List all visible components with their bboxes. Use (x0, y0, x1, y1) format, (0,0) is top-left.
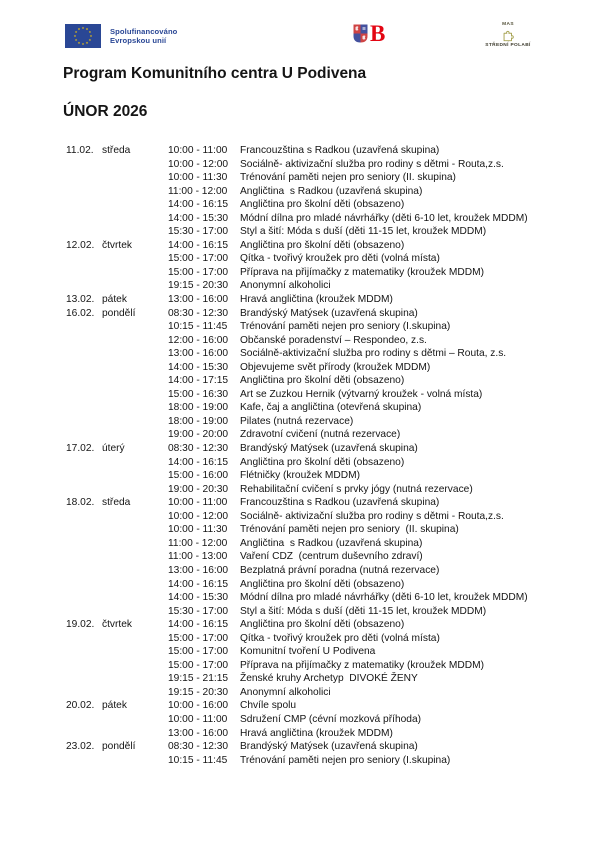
schedule-row (66, 185, 582, 199)
schedule-row (66, 307, 582, 321)
time-cell: 12:00 - 16:00 (168, 334, 229, 346)
time-cell: 13:00 - 16:00 (168, 348, 229, 360)
time-cell: 19:15 - 20:30 (168, 280, 229, 292)
date-value: 19.02. (66, 619, 95, 631)
time-cell: 15:30 - 17:00 (168, 226, 229, 238)
time-cell: 15:00 - 17:00 (168, 646, 229, 658)
schedule-row (66, 415, 582, 429)
schedule-row (66, 523, 582, 537)
mas-logo (486, 22, 530, 49)
day-name: pondělí (102, 741, 136, 753)
time-cell: 19:15 - 21:15 (168, 673, 229, 685)
schedule-row (66, 686, 582, 700)
schedule-row (66, 212, 582, 226)
mas-logo-bottom-label: STŘEDNÍ POLABÍ (485, 43, 531, 48)
time-cell: 14:00 - 16:15 (168, 199, 229, 211)
schedule-row (66, 483, 582, 497)
activity-cell: Kafe, čaj a angličtina (otevřená skupina) (240, 402, 422, 414)
activity-cell: Trénování paměti nejen pro seniory (I.skupina) (240, 321, 451, 333)
schedule-row (66, 550, 582, 564)
activity-cell: Angličtina pro školní děti (obsazeno) (240, 619, 405, 631)
day-name: úterý (102, 443, 125, 455)
schedule-table (66, 144, 582, 767)
activity-cell: Vaření CDZ (centrum duševního zdraví) (240, 551, 423, 563)
activity-cell: Styl a šití: Móda s duší (děti 11-15 let, kroužek MDDM) (240, 226, 487, 238)
time-cell: 08:30 - 12:30 (168, 741, 229, 753)
schedule-row (66, 618, 582, 632)
time-cell: 14:00 - 15:30 (168, 361, 229, 373)
schedule-row (66, 266, 582, 280)
time-cell: 10:15 - 11:45 (168, 754, 228, 766)
schedule-row (66, 158, 582, 172)
activity-cell: Angličtina s Radkou (uzavřená skupina) (240, 185, 423, 197)
time-cell: 14:00 - 16:15 (168, 619, 229, 631)
time-cell: 11:00 - 13:00 (168, 551, 228, 563)
day-name: středa (102, 497, 131, 509)
activity-cell: Ženské kruhy Archetyp DIVOKÉ ŽENY (240, 673, 418, 685)
date-value: 17.02. (66, 443, 95, 455)
activity-cell: Angličtina s Radkou (uzavřená skupina) (240, 537, 423, 549)
activity-cell: Anonymní alkoholici (240, 686, 331, 698)
time-cell: 10:00 - 11:00 (168, 497, 228, 509)
day-name: pátek (102, 294, 127, 306)
activity-cell: Trénování paměti nejen pro seniory (I.skupina) (240, 754, 451, 766)
day-name: čtvrtek (102, 239, 133, 251)
schedule-row (66, 632, 582, 646)
time-cell: 19:15 - 20:30 (168, 686, 229, 698)
schedule-row (66, 754, 582, 768)
schedule-row (66, 591, 582, 605)
activity-cell: Příprava na přijímačky z matematiky (kroužek MDDM) (240, 266, 484, 278)
schedule-row (66, 279, 582, 293)
time-cell: 10:00 - 11:00 (168, 713, 228, 725)
time-cell: 13:00 - 16:00 (168, 564, 229, 576)
schedule-row (66, 198, 582, 212)
schedule-row (66, 564, 582, 578)
logo-bar (0, 22, 600, 62)
eu-cofunded-line2: Evropskou unií (110, 36, 167, 46)
activity-cell: Qítka - tvořivý kroužek pro děti (volná místa) (240, 632, 440, 644)
activity-cell: Francouzština s Radkou (uzavřená skupina) (240, 145, 440, 156)
activity-cell: Brandýský Matýsek (uzavřená skupina) (240, 741, 418, 753)
time-cell: 13:00 - 16:00 (168, 294, 229, 306)
city-logo (353, 21, 386, 46)
time-cell: 15:00 - 16:00 (168, 470, 229, 482)
date-cell (66, 293, 168, 307)
schedule-row (66, 334, 582, 348)
time-cell: 10:00 - 11:00 (168, 145, 228, 156)
schedule-row (66, 442, 582, 456)
time-cell: 10:00 - 11:30 (168, 524, 228, 536)
schedule-row (66, 456, 582, 470)
mas-logo-top-label: MAS (502, 22, 514, 27)
schedule-row (66, 496, 582, 510)
activity-cell: Komunitní tvoření U Podivena (240, 646, 376, 658)
schedule-row (66, 388, 582, 402)
schedule-row (66, 510, 582, 524)
time-cell: 10:15 - 11:45 (168, 321, 228, 333)
activity-cell: Flétničky (kroužek MDDM) (240, 470, 360, 482)
date-cell (66, 618, 168, 632)
time-cell: 14:00 - 17:15 (168, 375, 229, 387)
time-cell: 10:00 - 11:30 (168, 172, 228, 184)
date-value: 20.02. (66, 700, 95, 712)
schedule-row (66, 320, 582, 334)
time-cell: 14:00 - 16:15 (168, 578, 229, 590)
activity-cell: Styl a šití: Móda s duší (děti 11-15 let, kroužek MDDM) (240, 605, 487, 617)
date-value: 16.02. (66, 307, 95, 319)
activity-cell: Anonymní alkoholici (240, 280, 331, 292)
time-cell: 19:00 - 20:30 (168, 483, 229, 495)
activity-cell: Rehabilitační cvičení s prvky jógy (nutná rezervace) (240, 483, 473, 495)
activity-cell: Sdružení CMP (cévní mozková příhoda) (240, 713, 422, 725)
activity-cell: Sociálně-aktivizační služba pro rodiny s dětmi – Routa, z.s. (240, 348, 507, 360)
date-cell (66, 740, 168, 754)
schedule-row (66, 252, 582, 266)
date-value: 13.02. (66, 294, 95, 306)
time-cell: 14:00 - 16:15 (168, 456, 229, 468)
time-cell: 15:00 - 16:30 (168, 388, 229, 400)
time-cell: 18:00 - 19:00 (168, 415, 229, 427)
time-cell: 14:00 - 15:30 (168, 212, 229, 224)
date-cell (66, 699, 168, 713)
activity-cell: Brandýský Matýsek (uzavřená skupina) (240, 307, 418, 319)
schedule-row (66, 401, 582, 415)
time-cell: 08:30 - 12:30 (168, 307, 229, 319)
day-name: pondělí (102, 307, 136, 319)
activity-cell: Zdravotní cvičení (nutná rezervace) (240, 429, 401, 441)
day-name: čtvrtek (102, 619, 133, 631)
date-value: 11.02. (66, 145, 94, 156)
activity-cell: Trénování paměti nejen pro seniory (II. skupina) (240, 524, 459, 536)
activity-cell: Angličtina pro školní děti (obsazeno) (240, 239, 405, 251)
activity-cell: Brandýský Matýsek (uzavřená skupina) (240, 443, 418, 455)
schedule-row (66, 672, 582, 686)
activity-cell: Angličtina pro školní děti (obsazeno) (240, 199, 405, 211)
schedule-row (66, 537, 582, 551)
schedule-row (66, 171, 582, 185)
schedule-row (66, 727, 582, 741)
schedule-row (66, 699, 582, 713)
city-logo-letter: B (370, 21, 386, 46)
activity-cell: Občanské poradenství – Respondeo, z.s. (240, 334, 427, 346)
activity-cell: Příprava na přijímačky z matematiky (kroužek MDDM) (240, 659, 484, 671)
eu-cofunded-line1: Spolufinancováno (110, 27, 178, 36)
activity-cell: Hravá angličtina (kroužek MDDM) (240, 727, 393, 739)
date-cell (66, 239, 168, 253)
page-subtitle: ÚNOR 2026 (63, 103, 148, 120)
time-cell: 19:00 - 20:00 (168, 429, 229, 441)
schedule-row (66, 469, 582, 483)
schedule-row (66, 713, 582, 727)
schedule-row (66, 293, 582, 307)
date-cell (66, 442, 168, 456)
time-cell: 15:00 - 17:00 (168, 659, 229, 671)
schedule-row (66, 578, 582, 592)
activity-cell: Art se Zuzkou Hernik (výtvarný kroužek - volná místa) (240, 388, 483, 400)
time-cell: 10:00 - 12:00 (168, 510, 229, 522)
date-cell (66, 307, 168, 321)
date-cell (66, 144, 168, 158)
eu-cofunded-label (110, 24, 177, 45)
city-coat-of-arms-icon (353, 24, 368, 43)
day-name: středa (102, 145, 131, 156)
activity-cell: Módní dílna pro mladé návrhářky (děti 6-10 let, kroužek MDDM) (240, 592, 528, 604)
schedule-row (66, 239, 582, 253)
schedule-row (66, 144, 582, 158)
eu-flag-icon (65, 24, 101, 48)
date-value: 12.02. (66, 239, 95, 251)
puzzle-piece-icon (501, 28, 515, 42)
schedule-row (66, 605, 582, 619)
page-title: Program Komunitního centra U Podivena (63, 65, 367, 82)
time-cell: 11:00 - 12:00 (168, 537, 228, 549)
time-cell: 18:00 - 19:00 (168, 402, 229, 414)
activity-cell: Pilates (nutná rezervace) (240, 415, 354, 427)
activity-cell: Sociálně- aktivizační služba pro rodiny s dětmi - Routa,z.s. (240, 510, 504, 522)
activity-cell: Módní dílna pro mladé návrhářky (děti 6-10 let, kroužek MDDM) (240, 212, 528, 224)
time-cell: 08:30 - 12:30 (168, 443, 229, 455)
time-cell: 15:00 - 17:00 (168, 632, 229, 644)
schedule-row (66, 374, 582, 388)
activity-cell: Hravá angličtina (kroužek MDDM) (240, 294, 393, 306)
schedule-row (66, 659, 582, 673)
activity-cell: Angličtina pro školní děti (obsazeno) (240, 578, 405, 590)
time-cell: 15:30 - 17:00 (168, 605, 229, 617)
schedule-row (66, 347, 582, 361)
time-cell: 10:00 - 16:00 (168, 700, 229, 712)
activity-cell: Objevujeme svět přírody (kroužek MDDM) (240, 361, 431, 373)
schedule-row (66, 361, 582, 375)
eu-cofunded-logo (65, 24, 177, 48)
activity-cell: Angličtina pro školní děti (obsazeno) (240, 456, 405, 468)
activity-cell: Qítka - tvořivý kroužek pro děti (volná místa) (240, 253, 440, 265)
date-value: 23.02. (66, 741, 95, 753)
time-cell: 14:00 - 15:30 (168, 592, 229, 604)
activity-cell: Francouzština s Radkou (uzavřená skupina) (240, 497, 440, 509)
time-cell: 10:00 - 12:00 (168, 158, 229, 170)
date-value: 18.02. (66, 497, 95, 509)
activity-cell: Angličtina pro školní děti (obsazeno) (240, 375, 405, 387)
time-cell: 13:00 - 16:00 (168, 727, 229, 739)
schedule-row (66, 225, 582, 239)
schedule-row (66, 428, 582, 442)
schedule-row (66, 645, 582, 659)
activity-cell: Chvíle spolu (240, 700, 297, 712)
time-cell: 15:00 - 17:00 (168, 266, 229, 278)
activity-cell: Trénování paměti nejen pro seniory (II. skupina) (240, 172, 456, 184)
date-cell (66, 496, 168, 510)
schedule-row (66, 740, 582, 754)
activity-cell: Bezplatná právní poradna (nutná rezervace) (240, 564, 440, 576)
activity-cell: Sociálně- aktivizační služba pro rodiny s dětmi - Routa,z.s. (240, 158, 504, 170)
time-cell: 15:00 - 17:00 (168, 253, 229, 265)
day-name: pátek (102, 700, 127, 712)
time-cell: 14:00 - 16:15 (168, 239, 229, 251)
time-cell: 11:00 - 12:00 (168, 185, 228, 197)
